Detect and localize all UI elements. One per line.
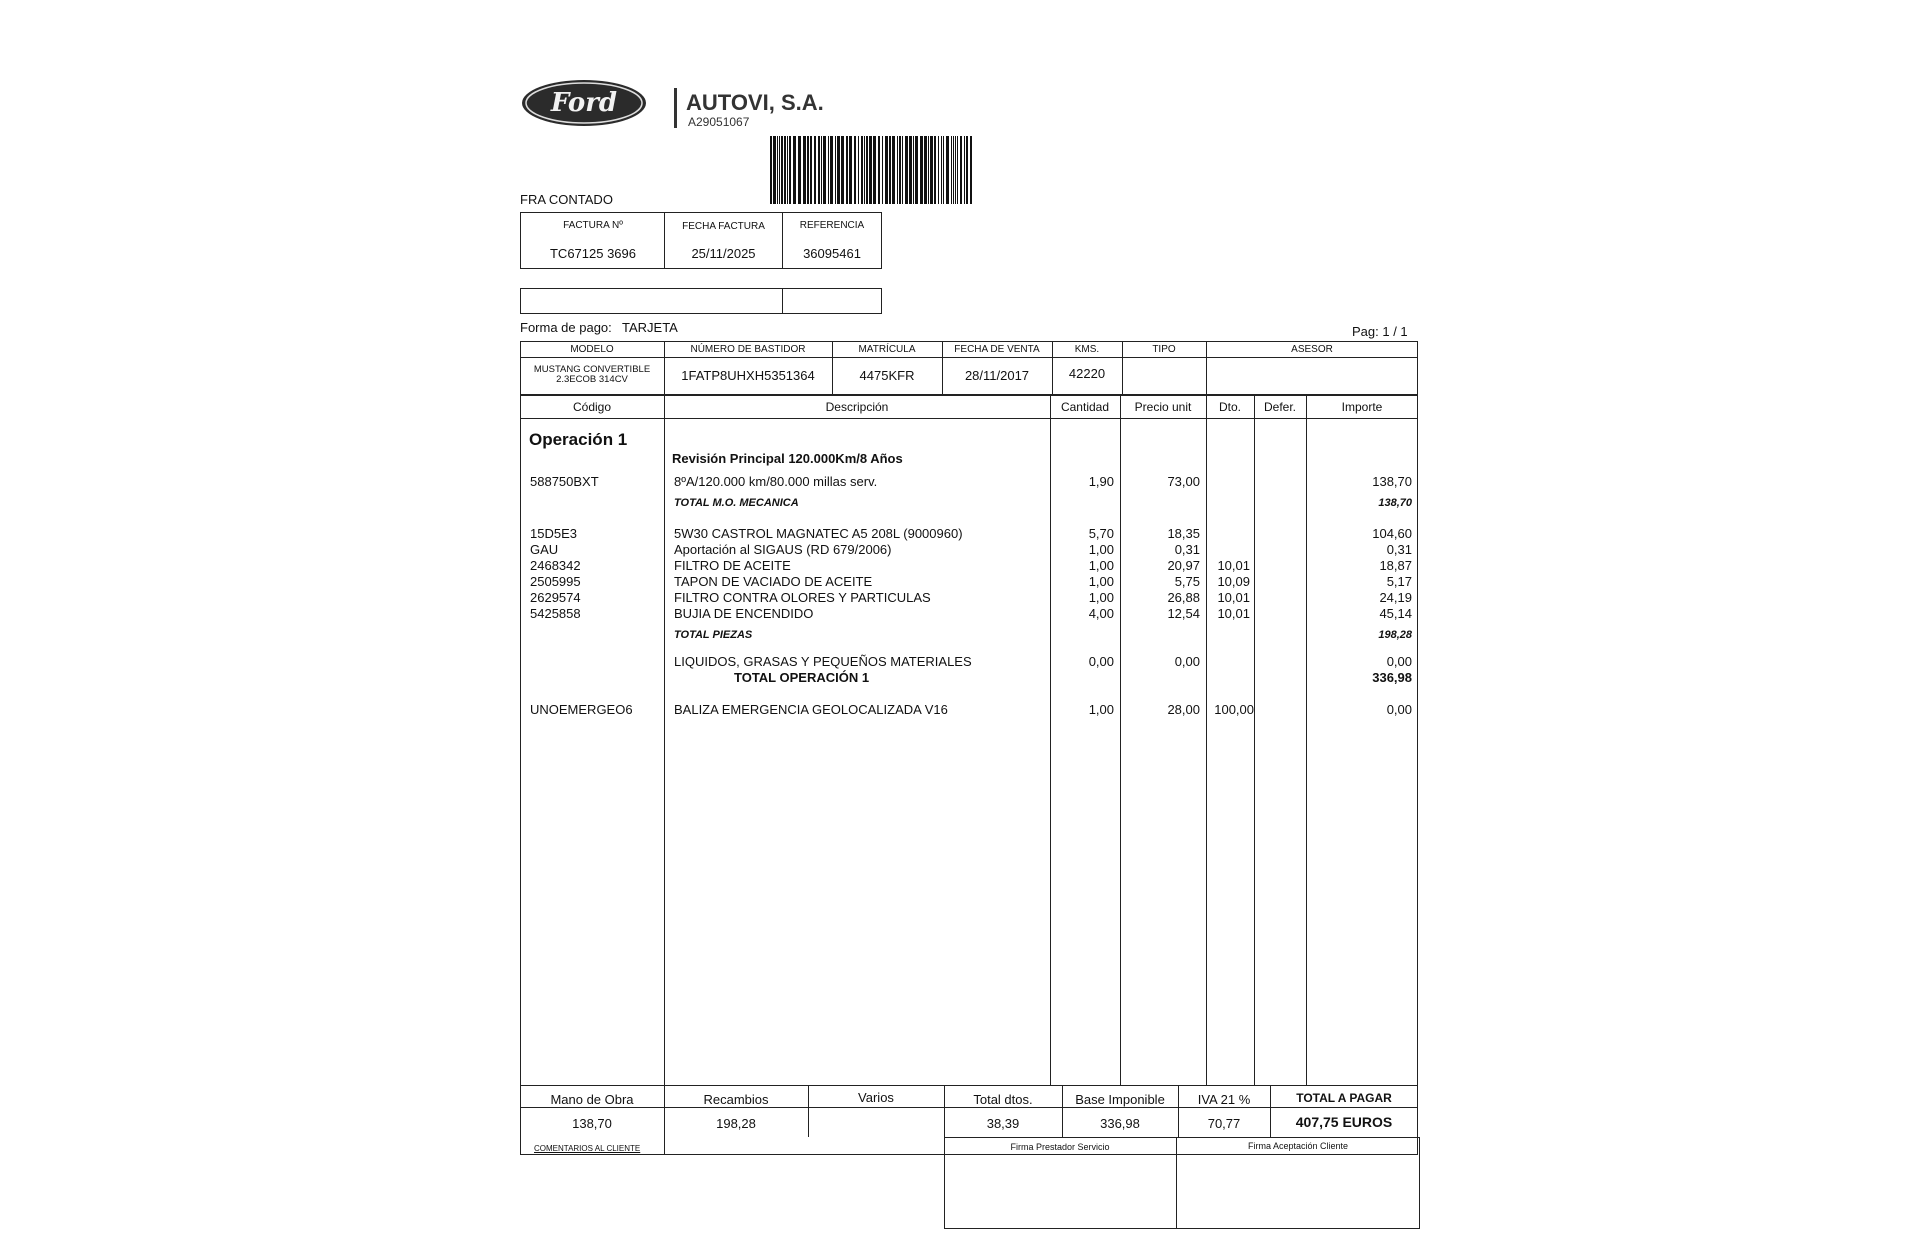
col-amount: Importe	[1341, 400, 1383, 414]
vehicle-vin: 1FATP8UHXH5351364	[681, 368, 815, 383]
part-price: 18,35	[1167, 526, 1200, 541]
parts-total-label: TOTAL PIEZAS	[674, 629, 753, 641]
summary-total-label: TOTAL A PAGAR	[1296, 1091, 1392, 1105]
labor-qty: 1,90	[1088, 474, 1114, 489]
summary-vat: 70,77	[1207, 1116, 1241, 1131]
col-code: Código	[572, 400, 612, 414]
labor-total: 138,70	[1378, 497, 1412, 509]
labor-code: 588750BXT	[530, 474, 599, 489]
liquids-qty: 0,00	[1088, 654, 1114, 669]
barcode	[768, 136, 978, 206]
liquids-amount: 0,00	[1386, 654, 1412, 669]
payment-label: Forma de pago:	[520, 320, 612, 335]
summary-labor-label: Mano de Obra	[550, 1092, 634, 1107]
model-label: MODELO	[570, 344, 614, 355]
part-desc: FILTRO CONTRA OLORES Y PARTICULAS	[674, 590, 931, 605]
invoice-date: 25/11/2025	[691, 246, 756, 261]
part-qty: 1,00	[1088, 542, 1114, 557]
invoice-type: FRA CONTADO	[520, 192, 613, 207]
labor-price: 73,00	[1167, 474, 1200, 489]
summary-misc-label: Varios	[858, 1090, 894, 1105]
plate-label: MATRÍCULA	[858, 344, 916, 355]
part-amount: 0,31	[1386, 542, 1412, 557]
part-discount: 10,01	[1217, 558, 1250, 573]
operation-title: Operación 1	[529, 430, 628, 449]
page-number: Pag: 1 / 1	[1352, 324, 1408, 339]
labor-desc: 8ºA/120.000 km/80.000 millas serv.	[674, 474, 878, 489]
vehicle-plate: 4475KFR	[859, 368, 915, 383]
part-amount: 104,60	[1372, 526, 1412, 541]
part-price: 5,75	[1174, 574, 1200, 589]
invoice-reference: 36095461	[803, 246, 861, 261]
extra-desc: BALIZA EMERGENCIA GEOLOCALIZADA V16	[674, 702, 948, 717]
extra-discount: 100,00	[1214, 702, 1254, 717]
company-cif: A29051067	[688, 115, 750, 129]
part-price: 12,54	[1167, 606, 1200, 621]
vehicle-kms: 42220	[1068, 366, 1106, 381]
operation-total-label: TOTAL OPERACIÓN 1	[734, 670, 870, 685]
summary-total: 407,75 EUROS	[1295, 1114, 1393, 1130]
kms-label: KMS.	[1074, 344, 1100, 355]
part-desc: BUJIA DE ENCENDIDO	[674, 606, 814, 621]
labor-total-label: TOTAL M.O. MECANICA	[674, 497, 799, 509]
empty-box	[520, 288, 882, 314]
summary-parts: 198,28	[716, 1116, 756, 1131]
ford-logo	[520, 78, 648, 128]
part-code: 2468342	[530, 558, 581, 573]
part-code: 5425858	[530, 606, 581, 621]
summary-discounts-label: Total dtos.	[973, 1092, 1033, 1107]
part-desc: TAPON DE VACIADO DE ACEITE	[674, 574, 873, 589]
part-desc: FILTRO DE ACEITE	[674, 558, 791, 573]
part-qty: 1,00	[1088, 558, 1114, 573]
part-qty: 1,00	[1088, 590, 1114, 605]
col-unit-price: Precio unit	[1134, 400, 1192, 414]
summary-labor: 138,70	[572, 1116, 612, 1131]
col-qty: Cantidad	[1060, 400, 1110, 414]
invoice-reference-label: REFERENCIA	[799, 220, 865, 231]
invoice-number: TC67125 3696	[549, 246, 636, 261]
vehicle-model-line1: MUSTANG CONVERTIBLE	[533, 364, 651, 375]
part-qty: 4,00	[1088, 606, 1114, 621]
liquids-price: 0,00	[1174, 654, 1200, 669]
comments-label: COMENTARIOS AL CLIENTE	[534, 1144, 641, 1153]
part-code: 2629574	[530, 590, 581, 605]
signature-client-label: Firma Aceptación Cliente	[1247, 1141, 1349, 1151]
part-discount: 10,01	[1217, 606, 1250, 621]
company-name: AUTOVI, S.A.	[686, 90, 824, 115]
vehicle-model-line2: 2.3ECOB 314CV	[556, 374, 628, 385]
part-amount: 18,87	[1379, 558, 1412, 573]
part-code: 2505995	[530, 574, 581, 589]
type-label: TIPO	[1152, 344, 1176, 355]
part-price: 26,88	[1167, 590, 1200, 605]
logo-divider	[674, 88, 677, 128]
part-price: 20,97	[1167, 558, 1200, 573]
extra-amount: 0,00	[1386, 702, 1412, 717]
lines-table	[520, 395, 1418, 1155]
part-code: GAU	[530, 542, 559, 557]
extra-qty: 1,00	[1088, 702, 1114, 717]
col-deferred: Defer.	[1263, 400, 1296, 414]
svg-text:Ford: Ford	[550, 88, 618, 118]
invoice-date-label: FECHA FACTURA	[682, 221, 765, 232]
operation-subtitle: Revisión Principal 120.000Km/8 Años	[672, 451, 903, 466]
summary-vat-label: IVA 21 %	[1197, 1092, 1251, 1107]
part-discount: 10,01	[1217, 590, 1250, 605]
vin-label: NÚMERO DE BASTIDOR	[690, 344, 806, 355]
summary-discounts: 38,39	[986, 1116, 1020, 1131]
payment-method: TARJETA	[622, 320, 678, 335]
part-desc: Aportación al SIGAUS (RD 679/2006)	[674, 542, 892, 557]
part-amount: 5,17	[1386, 574, 1412, 589]
sale-date-label: FECHA DE VENTA	[954, 344, 1040, 355]
col-discount: Dto.	[1218, 400, 1241, 414]
part-code: 15D5E3	[530, 526, 577, 541]
signature-provider-label: Firma Prestador Servicio	[1010, 1142, 1110, 1152]
extra-code: UNOEMERGEO6	[530, 702, 633, 717]
part-qty: 1,00	[1088, 574, 1114, 589]
labor-amount: 138,70	[1372, 474, 1412, 489]
part-amount: 45,14	[1379, 606, 1412, 621]
summary-base-label: Base Imponible	[1075, 1092, 1165, 1107]
advisor-label: ASESOR	[1291, 344, 1333, 355]
part-desc: 5W30 CASTROL MAGNATEC A5 208L (9000960)	[674, 526, 963, 541]
part-amount: 24,19	[1379, 590, 1412, 605]
liquids-desc: LIQUIDOS, GRASAS Y PEQUEÑOS MATERIALES	[674, 654, 972, 669]
summary-parts-label: Recambios	[703, 1092, 769, 1107]
extra-price: 28,00	[1167, 702, 1200, 717]
part-price: 0,31	[1174, 542, 1200, 557]
parts-total: 198,28	[1378, 629, 1412, 641]
invoice-number-label: FACTURA Nº	[563, 220, 623, 231]
summary-base: 336,98	[1100, 1116, 1140, 1131]
part-qty: 5,70	[1088, 526, 1114, 541]
vehicle-sale-date: 28/11/2017	[964, 368, 1030, 383]
col-description: Descripción	[825, 400, 889, 414]
operation-total: 336,98	[1372, 670, 1412, 685]
part-discount: 10,09	[1217, 574, 1250, 589]
